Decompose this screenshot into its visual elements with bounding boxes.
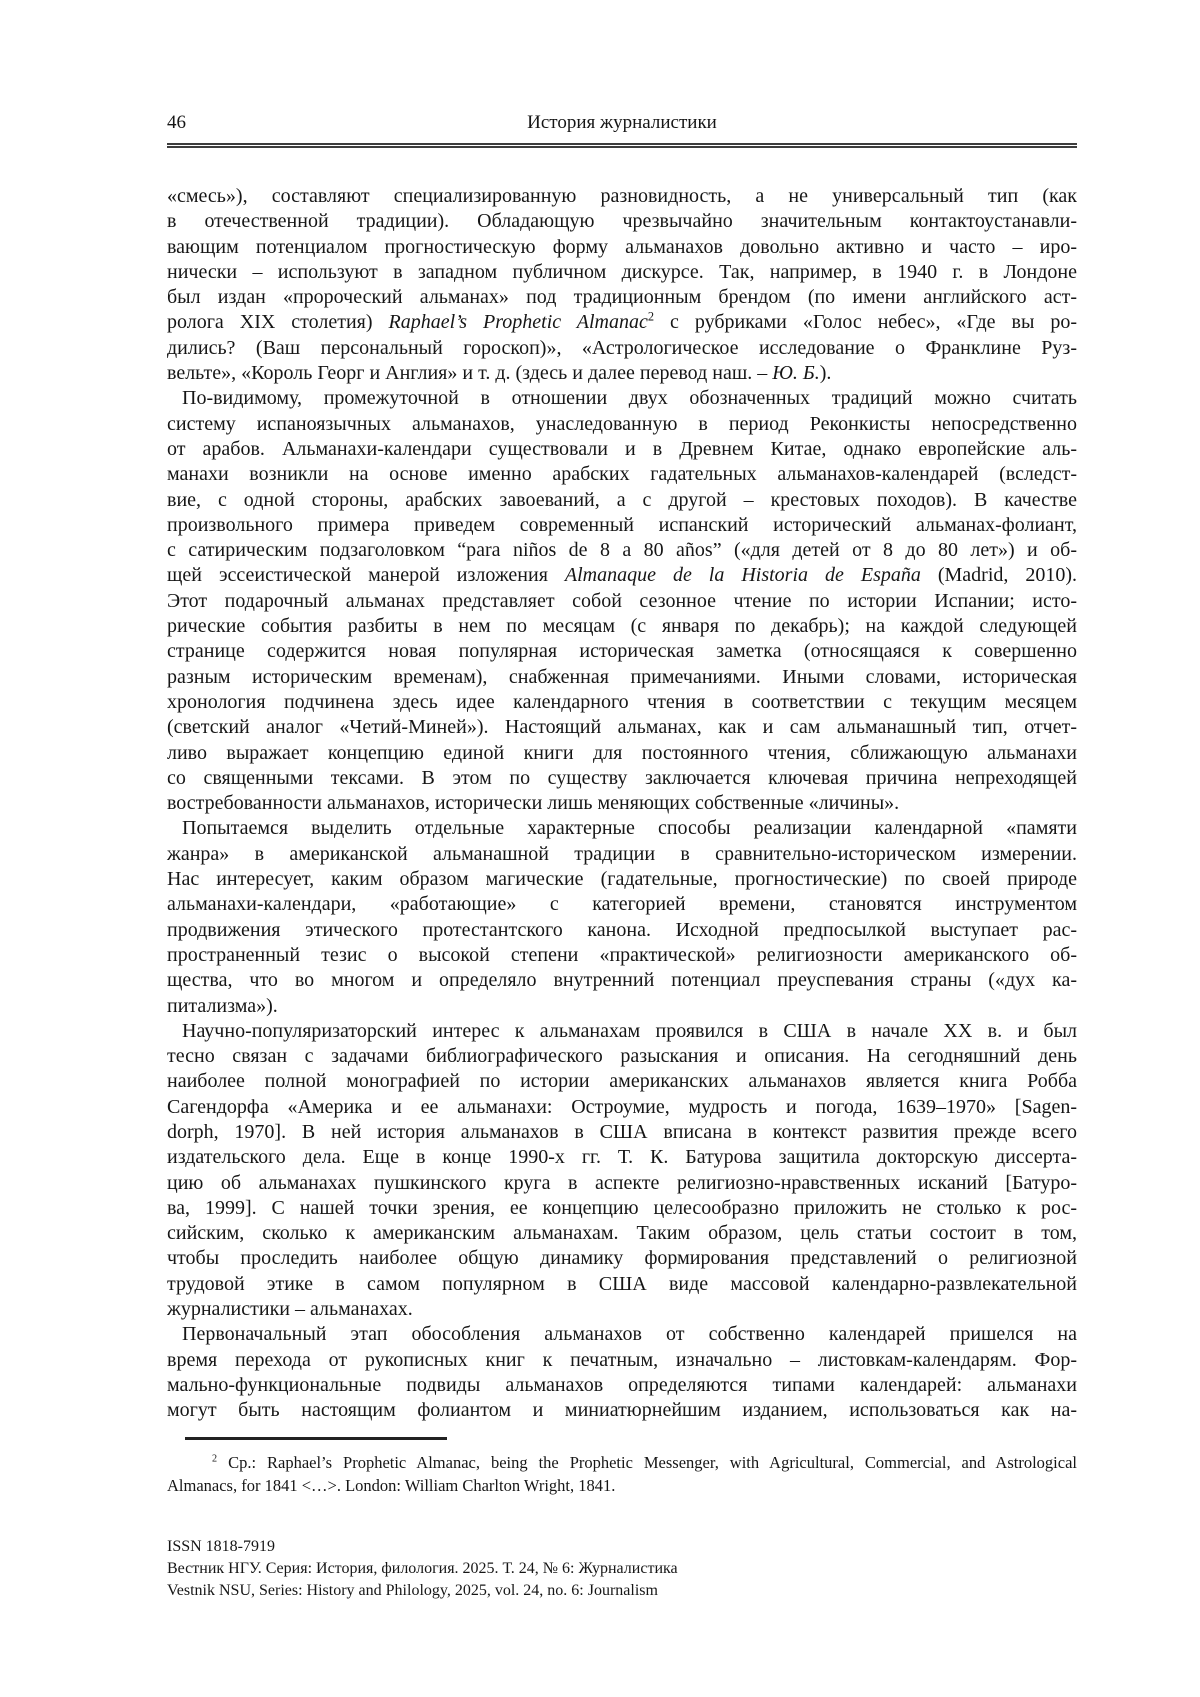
text-line: наиболее полной монографией по истории американских альманахов является книга Робба: [167, 1070, 1077, 1093]
page-number: 46: [167, 112, 186, 133]
text-line: Научно-популяризаторский интерес к альманахам проявился в США в начале XX в. и был: [182, 1019, 1077, 1042]
footnote-block: [167, 1437, 1077, 1497]
text-line: щей эссеистической манерой изложения Almanaque de la Historia de España (Madrid, 2010).: [167, 564, 1078, 587]
footnote-separator-rule: [185, 1437, 447, 1440]
text-line: систему испаноязычных альманахов, унаследованную в период Реконкисты непосредственно: [167, 412, 1077, 435]
article-body: [167, 184, 1077, 1424]
text-line: востребованности альманахов, исторически лишь меняющих собственные «личины».: [167, 792, 900, 815]
text-line: был издан «пророческий альманах» под традиционным брендом (по имени английского аст-: [167, 286, 1077, 309]
text-line: Попытаемся выделить отдельные характерные способы реализации календарной «памяти: [182, 817, 1077, 840]
imprint-citation-ru: Вестник НГУ. Серия: История, филология. 2025. Т. 24, № 6: Журналистика: [167, 1560, 678, 1577]
imprint-issn: ISSN 1818-7919: [167, 1538, 276, 1555]
text-line: хронология подчинена здесь идее календарного чтения в соответствии с текущим месяцем: [167, 690, 1077, 713]
text-line: цию об альманахах пушкинского круга в аспекте религиозно-нравственных исканий [Батуро-: [167, 1171, 1077, 1194]
text-line: разным историческим временам), снабженная примечаниями. Иными словами, историческая: [167, 665, 1077, 688]
footnote-text: [167, 1451, 1077, 1497]
header-rule: [167, 143, 1077, 148]
text-line: dorph, 1970]. В ней история альманахов в США вписана в контекст развития прежде всего: [167, 1120, 1077, 1143]
text-line: чтобы проследить наиболее общую динамику формирования представлений о религиозной: [167, 1247, 1077, 1270]
imprint-citation-en: Vestnik NSU, Series: History and Philology, 2025, vol. 24, no. 6: Journalism: [167, 1582, 658, 1599]
text-line: в отечественной традиции). Обладающую чрезвычайно значительным контактоустанавли-: [167, 210, 1077, 233]
text-line: время перехода от рукописных книг к печатным, изначально – листовкам-календарям. Фор-: [167, 1348, 1077, 1371]
text-line: альманахи-календари, «работающие» с категорией времени, становятся инструментом: [167, 893, 1077, 916]
text-line: щества, что во многом и определяло внутренний потенциал преуспевания страны («дух ка-: [167, 969, 1077, 992]
text-line: дились? (Ваш персональный гороскоп)», «Астрологическое исследование о Франклине Руз-: [167, 336, 1077, 359]
text-line: странице содержится новая популярная историческая заметка (относящаяся к совершенно: [167, 640, 1077, 663]
text-line: пространенный тезис о высокой степени «практической» религиозности американского об-: [167, 943, 1077, 966]
text-line: питализма»).: [167, 994, 278, 1017]
footnote-ref-superscript: 2: [647, 309, 655, 324]
text-line: Almanacs, for 1841 <…>. London: William Charlton Wright, 1841.: [167, 1476, 616, 1495]
text-line: сийским, сколько к американским альманахам. Таким образом, цель статьи состоит в том,: [167, 1222, 1077, 1245]
journal-imprint: [167, 1536, 1077, 1602]
text-line: от арабов. Альманахи-календари существовали и в Древнем Китае, однако европейские аль-: [167, 437, 1077, 460]
text-line: (светский аналог «Четий-Миней»). Настоящий альманах, как и сам альманашный тип, отчет-: [167, 716, 1077, 739]
text-line: с сатирическим подзаголовком “para niños de 8 a 80 años” («для детей от 8 до 80 лет») и об-: [167, 539, 1077, 562]
text-line: вающим потенциалом прогностическую форму альманахов довольно активно и часто – иро-: [167, 235, 1077, 258]
text-line: вие, с одной стороны, арабских завоеваний, а с другой – крестовых походов). В качестве: [167, 488, 1077, 511]
text-line: тесно связан с задачами библиографического разыскания и описания. На сегодняшний день: [167, 1045, 1077, 1068]
text-line: ва, 1999]. С нашей точки зрения, ее концепцию целесообразно приложить не столько к рос-: [167, 1196, 1077, 1219]
text-line: могут быть настоящим фолиантом и миниатюрнейшим изданием, использоваться как на-: [167, 1399, 1077, 1422]
text-line: ливо выражает концепцию единой книги для постоянного чтения, сближающую альманахи: [167, 741, 1077, 764]
text-line: Нас интересует, каким образом магические (гадательные, прогностические) по своей природе: [167, 868, 1077, 891]
text-line: вельте», «Король Георг и Англия» и т. д. (здесь и далее перевод наш. – Ю. Б.).: [167, 362, 832, 385]
text-line: «смесь»), составляют специализированную разновидность, а не универсальный тип (как: [167, 185, 1077, 207]
text-line: произвольного примера приведем современный испанский исторический альманах-фолиант,: [167, 513, 1077, 536]
text-line: продвижения этического протестантского канона. Исходной предпосылкой выступает рас-: [167, 918, 1077, 941]
text-line: трудовой этике в самом популярном в США виде массовой календарно-развлекательной: [167, 1272, 1077, 1295]
text-line: мально-функциональные подвиды альманахов определяются типами календарей: альманахи: [167, 1373, 1077, 1396]
footnote-ref-superscript: 2: [212, 1453, 218, 1465]
text-line: журналистики – альманахах.: [167, 1298, 413, 1321]
text-line: со священными тексами. В этом по существу заключается ключевая причина непреходящей: [167, 766, 1077, 789]
text-line: рические события разбиты в нем по месяцам (с января по декабрь); на каждой следующей: [167, 615, 1077, 638]
text-line: По-видимому, промежуточной в отношении двух обозначенных традиций можно считать: [182, 387, 1077, 410]
text-line: нически – используют в западном публичном дискурсе. Так, например, в 1940 г. в Лондоне: [167, 260, 1077, 283]
text-line: издательского дела. Еще в конце 1990-х гг. Т. К. Батурова защитила докторскую диссерта-: [167, 1146, 1077, 1169]
text-line: Сагендорфа «Америка и ее альманахи: Остроумие, мудрость и погода, 1639–1970» [Sagen-: [167, 1095, 1077, 1118]
text-line: Этот подарочный альманах представляет собой сезонное чтение по истории Испании; исто-: [167, 589, 1077, 612]
text-line: $^2$ Ср.: Raphael’s Prophetic Almanac, being the Prophetic Messenger, with Agricultural, Commercial, and Astrological: [212, 1453, 1077, 1472]
text-line: жанра» в американской альманашной традиции в сравнительно-историческом измерении.: [167, 842, 1077, 865]
running-title: История журналистики: [527, 112, 717, 133]
text-line: манахи возникли на основе именно арабских гадательных альманахов-календарей (вследст-: [167, 463, 1077, 486]
text-line: ролога XIX столетия) Raphael’s Prophetic Almanac$^2$ с рубриками «Голос небес», «Где вы ро-: [167, 309, 1078, 334]
text-line: Первоначальный этап обособления альманахов от собственно календарей пришелся на: [182, 1323, 1077, 1346]
running-head: [167, 112, 1077, 138]
